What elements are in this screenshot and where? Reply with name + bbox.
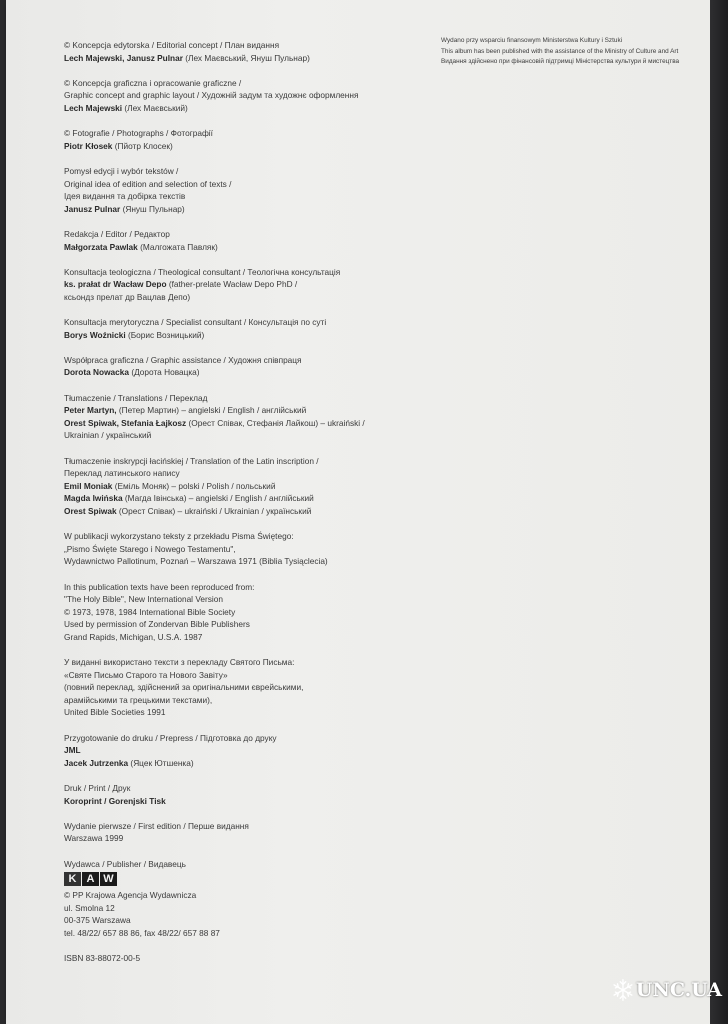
- credit-line: Ідея видання та добірка текстів: [64, 191, 186, 202]
- credit-line: United Bible Societies 1991: [64, 707, 166, 718]
- credit-line: ks. prałat dr Wacław Depo (father-prelate Wacław Depo PhD /: [64, 279, 298, 290]
- credit-block: [64, 782, 424, 807]
- credit-block: [64, 165, 424, 215]
- credit-line: Konsultacja merytoryczna / Specialist consultant / Консультація по суті: [64, 317, 327, 328]
- credit-block: [64, 127, 424, 152]
- credit-block: [64, 455, 424, 518]
- credit-line: Przygotowanie do druku / Prepress / Підготовка до друку: [64, 732, 277, 743]
- publisher-line: © PP Krajowa Agencja Wydawnicza: [64, 890, 197, 901]
- credit-block: [64, 732, 424, 770]
- credit-line: © Fotografie / Photographs / Фотографії: [64, 128, 213, 139]
- credit-line: арамійськими та грецькими текстами),: [64, 694, 213, 705]
- credit-line: У виданні використано тексти з перекладу Святого Письма:: [64, 657, 295, 668]
- credit-block: [64, 228, 424, 253]
- credit-block: [64, 39, 424, 64]
- publisher-line: tel. 48/22/ 657 88 86, fax 48/22/ 657 88 87: [64, 927, 220, 938]
- credit-line: Koroprint / Gorenjski Tisk: [64, 795, 166, 806]
- credit-line: Emil Moniak (Еміль Моняк) – polski / Polish / польський: [64, 480, 276, 491]
- credit-line: Piotr Kłosek (Пйотр Клосек): [64, 140, 173, 151]
- credit-line: Małgorzata Pawlak (Малгожата Павляк): [64, 241, 218, 252]
- funding-line: This album has been published with the assistance of the Ministry of Culture and Art: [441, 47, 679, 55]
- credit-line: Orest Spiwak, Stefania Łajkosz (Орест Співак, Стефанія Лайкош) – ukraiński /: [64, 417, 365, 428]
- credit-line: Jacek Jutrzenka (Яцек Ютшенка): [64, 757, 194, 768]
- credit-line: Wydawnictwo Pallotinum, Poznań – Warszawa 1971 (Biblia Tysiąclecia): [64, 556, 328, 567]
- credit-line: JML: [64, 745, 81, 756]
- credit-line: Original idea of edition and selection of texts /: [64, 178, 232, 189]
- credit-line: Pomysł edycji i wybór tekstów /: [64, 165, 179, 176]
- credit-line: Konsultacja teologiczna / Theological consultant / Теологічна консультація: [64, 266, 341, 277]
- credit-block: [64, 266, 424, 304]
- publisher-label: Wydawca / Publisher / Видавець: [64, 858, 186, 869]
- colophon-column: [64, 39, 424, 977]
- credit-line: Wydanie pierwsze / First edition / Перше видання: [64, 820, 249, 831]
- logo-letter: A: [82, 872, 99, 886]
- credit-line: © Koncepcja graficzna i opracowanie graficzne /: [64, 77, 242, 88]
- credit-line: Tłumaczenie / Translations / Переклад: [64, 392, 208, 403]
- credit-line: Grand Rapids, Michigan, U.S.A. 1987: [64, 631, 203, 642]
- watermark-text: UNC.UA: [635, 979, 722, 1001]
- credit-line: Lech Majewski, Janusz Pulnar (Лех Маєвський, Януш Пульнар): [64, 52, 310, 63]
- credit-line: Переклад латинського напису: [64, 468, 180, 479]
- kaw-logo: [64, 872, 424, 886]
- logo-letter: K: [64, 872, 81, 886]
- credit-line: Tłumaczenie inskrypcji łacińskiej / Translation of the Latin inscription /: [64, 455, 319, 466]
- publisher-block: [64, 858, 424, 940]
- credit-line: W publikacji wykorzystano teksty z przekładu Pisma Świętego:: [64, 531, 294, 542]
- publisher-line: 00-375 Warszawa: [64, 915, 131, 926]
- credit-line: Borys Woźnicki (Борис Возницький): [64, 329, 205, 340]
- isbn-block: [64, 952, 424, 965]
- credit-line: Redakcja / Editor / Редактор: [64, 228, 170, 239]
- credit-line: Peter Martyn, (Петер Мартин) – angielski / English / англійський: [64, 405, 307, 416]
- book-page: [6, 0, 710, 1024]
- credit-line: Magda Iwińska (Магда Івінська) – angielski / English / англійський: [64, 493, 314, 504]
- credit-line: ксьондз прелат др Вацлав Депо): [64, 291, 191, 302]
- credit-line: «Святе Письмо Старого та Нового Завіту»: [64, 669, 228, 680]
- page-edge: [710, 0, 728, 1024]
- credit-line: "The Holy Bible", New International Version: [64, 594, 224, 605]
- credit-line: Druk / Print / Друк: [64, 783, 131, 794]
- credit-line: Dorota Nowacka (Дорота Новацка): [64, 367, 200, 378]
- funding-note: [441, 36, 721, 68]
- credit-line: Współpraca graficzna / Graphic assistance / Художня співпраця: [64, 354, 302, 365]
- credit-line: Lech Majewski (Лех Маєвський): [64, 102, 188, 113]
- credit-line: © 1973, 1978, 1984 International Bible Society: [64, 606, 236, 617]
- credit-block: [64, 530, 424, 568]
- credit-block: [64, 354, 424, 379]
- credit-line: © Koncepcja edytorska / Editorial concept / План видання: [64, 40, 280, 50]
- credit-line: Ukrainian / український: [64, 430, 152, 441]
- funding-line: Wydano przy wsparciu finansowym Ministerstwa Kultury i Sztuki: [441, 37, 623, 44]
- credit-line: (повний переклад, здійснений за оригінальними єврейськими,: [64, 682, 304, 693]
- credit-line: In this publication texts have been reproduced from:: [64, 581, 255, 592]
- funding-line: Видання здійснено при фінансовій підтримці Міністерства культури й мистецтва: [441, 58, 680, 66]
- watermark: [612, 962, 722, 1018]
- credit-line: „Pismo Święte Starego i Nowego Testamentu",: [64, 543, 236, 554]
- credit-block: [64, 77, 424, 115]
- credit-block: [64, 392, 424, 442]
- credit-line: Used by permission of Zondervan Bible Publishers: [64, 619, 250, 630]
- snowflake-icon: [612, 972, 634, 1008]
- credit-block: [64, 656, 424, 719]
- publisher-line: ul. Smolna 12: [64, 902, 115, 913]
- logo-letter: W: [100, 872, 117, 886]
- credit-line: Graphic concept and graphic layout / Художній задум та художнє оформлення: [64, 90, 359, 101]
- isbn: ISBN 83-88072-00-5: [64, 953, 141, 964]
- credit-line: Janusz Pulnar (Януш Пульнар): [64, 203, 185, 214]
- credit-block: [64, 581, 424, 644]
- credit-block: [64, 316, 424, 341]
- credit-line: Warszawa 1999: [64, 833, 124, 844]
- credit-line: Orest Spiwak (Орест Співак) – ukraiński / Ukrainian / український: [64, 505, 312, 516]
- credit-block: [64, 820, 424, 845]
